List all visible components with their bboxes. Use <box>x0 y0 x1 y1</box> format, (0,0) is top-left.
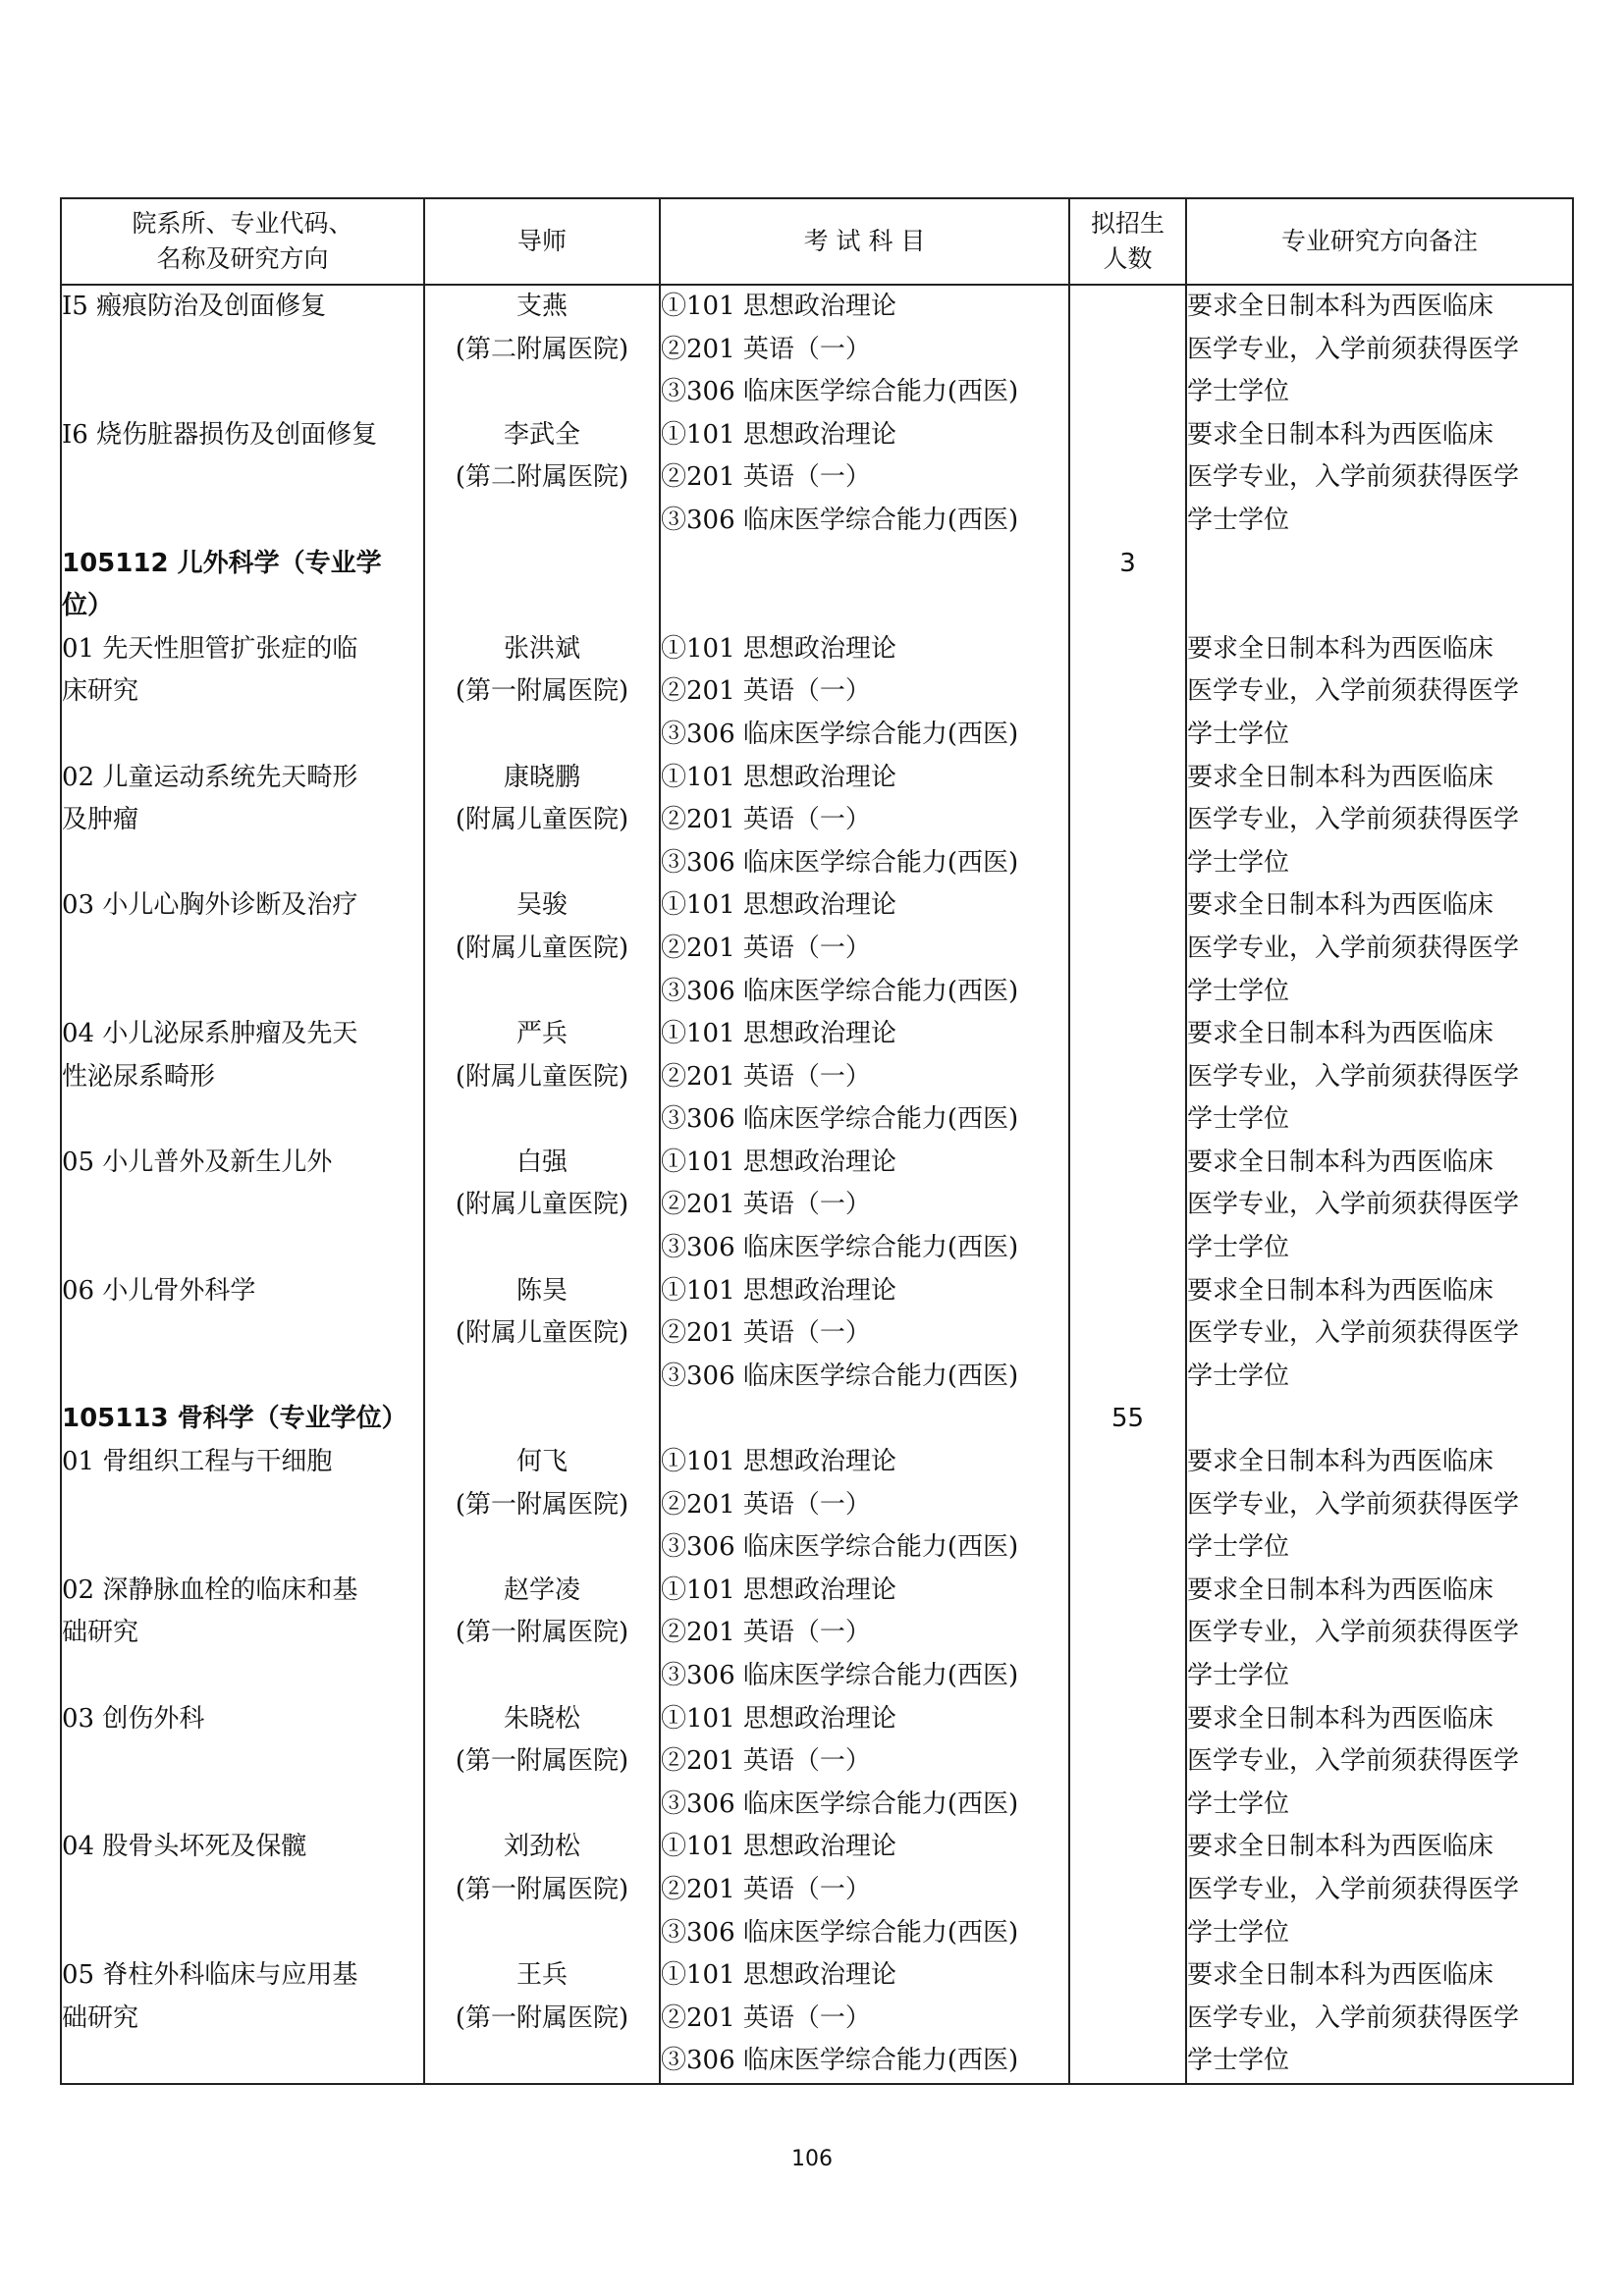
advisor-hospital: (附属儿童医院) <box>455 805 629 835</box>
requirement-note: 学士学位 <box>1187 719 1290 749</box>
direction-row <box>61 1570 1573 1698</box>
subjects-cell <box>660 543 1069 628</box>
exam-subject: ③306 临床医学综合能力(西医) <box>661 377 1019 407</box>
direction-name: 础研究 <box>62 1618 139 1648</box>
direction-name: I6 烧伤脏器损伤及创面修复 <box>62 419 378 450</box>
header-subjects: 考 试 科 目 <box>660 198 1069 285</box>
exam-subject: ①101 思想政治理论 <box>661 292 896 321</box>
header-department <box>61 198 424 285</box>
advisor-cell <box>424 1954 660 2084</box>
header-department-line: 名称及研究方向 <box>156 244 329 273</box>
subjects-cell <box>660 757 1069 885</box>
direction-row <box>61 884 1573 1013</box>
exam-subject: ②201 英语（一） <box>661 1190 871 1220</box>
requirement-note: 学士学位 <box>1187 1233 1290 1263</box>
advisor-hospital: (附属儿童医院) <box>455 1190 629 1220</box>
direction-name-cell <box>61 1698 424 1827</box>
requirement-note: 医学专业，入学前须获得医学 <box>1187 933 1520 963</box>
note-cell <box>1186 1698 1573 1827</box>
requirement-note: 学士学位 <box>1187 1104 1290 1135</box>
quota-cell <box>1069 1698 1186 1827</box>
table-header <box>61 198 1573 285</box>
exam-subject: ③306 临床医学综合能力(西医) <box>661 1361 1019 1391</box>
direction-row <box>61 1270 1573 1399</box>
requirement-note: 要求全日制本科为西医临床 <box>1187 1019 1494 1049</box>
direction-name: 06 小儿骨外科学 <box>62 1275 256 1306</box>
advisor-cell <box>424 757 660 885</box>
header-notes: 专业研究方向备注 <box>1186 198 1573 285</box>
exam-subject: ②201 英语（一） <box>661 1489 871 1520</box>
advisor-hospital: (第二附属医院) <box>455 462 629 493</box>
exam-subject: ②201 英语（一） <box>661 2002 871 2033</box>
exam-subject: ③306 临床医学综合能力(西医) <box>661 1532 1019 1563</box>
requirement-note: 医学专业，入学前须获得医学 <box>1187 2002 1520 2033</box>
exam-subject: ③306 临床医学综合能力(西医) <box>661 1917 1019 1948</box>
advisor-cell <box>424 1013 660 1142</box>
requirement-note: 要求全日制本科为西医临床 <box>1187 1960 1494 1991</box>
requirement-note: 医学专业，入学前须获得医学 <box>1187 1489 1520 1520</box>
exam-subject: ③306 临床医学综合能力(西医) <box>661 2046 1019 2076</box>
advisor-hospital: (第二附属医院) <box>455 334 629 364</box>
major-name: 105112 儿外科学（专业学 <box>62 548 382 578</box>
quota-cell <box>1069 1398 1186 1441</box>
advisor-name: 支燕 <box>515 292 568 321</box>
requirement-note: 要求全日制本科为西医临床 <box>1187 1703 1494 1734</box>
requirement-note: 学士学位 <box>1187 1789 1290 1819</box>
advisor-hospital: (附属儿童医院) <box>455 1318 629 1349</box>
page-number: 106 <box>791 2147 833 2171</box>
direction-name: 02 深静脉血栓的临床和基 <box>62 1575 358 1605</box>
exam-subject: ①101 思想政治理论 <box>661 890 896 921</box>
major-row <box>61 1398 1573 1441</box>
direction-row <box>61 1698 1573 1827</box>
quota-cell <box>1069 285 1186 414</box>
advisor-name: 何飞 <box>515 1447 568 1477</box>
advisor-name: 白强 <box>515 1147 568 1177</box>
direction-name: 05 小儿普外及新生儿外 <box>62 1147 333 1177</box>
header-department-line: 院系所、专业代码、 <box>132 209 353 238</box>
direction-name: 床研究 <box>62 676 139 707</box>
note-cell <box>1186 1441 1573 1570</box>
enrollment-table <box>60 197 1574 2085</box>
exam-subject: ②201 英语（一） <box>661 334 871 364</box>
direction-name-cell <box>61 1441 424 1570</box>
advisor-name: 王兵 <box>515 1960 568 1991</box>
exam-subject: ③306 临床医学综合能力(西医) <box>661 976 1019 1006</box>
major-name: 105113 骨科学（专业学位） <box>62 1404 407 1434</box>
exam-subject: ①101 思想政治理论 <box>661 1447 896 1477</box>
requirement-note: 要求全日制本科为西医临床 <box>1187 1275 1494 1306</box>
subjects-cell <box>660 1826 1069 1954</box>
advisor-cell <box>424 543 660 628</box>
direction-name-cell <box>61 757 424 885</box>
exam-subject: ①101 思想政治理论 <box>661 1703 896 1734</box>
requirement-note: 学士学位 <box>1187 1532 1290 1563</box>
advisor-cell <box>424 1441 660 1570</box>
note-cell <box>1186 1013 1573 1142</box>
direction-name: 03 小儿心胸外诊断及治疗 <box>62 890 358 921</box>
quota-number: 55 <box>1110 1404 1145 1434</box>
direction-name: 02 儿童运动系统先天畸形 <box>62 762 358 792</box>
exam-subject: ②201 英语（一） <box>661 1746 871 1777</box>
subjects-cell <box>660 1441 1069 1570</box>
subjects-cell <box>660 1398 1069 1441</box>
exam-subject: ①101 思想政治理论 <box>661 419 896 450</box>
advisor-hospital: (附属儿童医院) <box>455 1061 629 1092</box>
exam-subject: ①101 思想政治理论 <box>661 1832 896 1862</box>
direction-row <box>61 285 1573 414</box>
direction-name-cell <box>61 1826 424 1954</box>
quota-cell <box>1069 414 1186 543</box>
direction-name-cell <box>61 628 424 757</box>
header-quota-line: 拟招生 <box>1090 209 1164 238</box>
advisor-name: 陈昊 <box>515 1275 568 1306</box>
direction-name: 01 骨组织工程与干细胞 <box>62 1447 333 1477</box>
quota-cell <box>1069 1270 1186 1399</box>
quota-cell <box>1069 543 1186 628</box>
advisor-cell <box>424 1698 660 1827</box>
requirement-note: 要求全日制本科为西医临床 <box>1187 1147 1494 1177</box>
subjects-cell <box>660 628 1069 757</box>
exam-subject: ①101 思想政治理论 <box>661 1147 896 1177</box>
direction-row <box>61 1013 1573 1142</box>
major-row <box>61 543 1573 628</box>
requirement-note: 要求全日制本科为西医临床 <box>1187 1832 1494 1862</box>
exam-subject: ③306 临床医学综合能力(西医) <box>661 847 1019 878</box>
requirement-note: 要求全日制本科为西医临床 <box>1187 890 1494 921</box>
requirement-note: 要求全日制本科为西医临床 <box>1187 292 1494 321</box>
direction-row <box>61 1142 1573 1270</box>
advisor-cell <box>424 628 660 757</box>
note-cell <box>1186 1954 1573 2084</box>
requirement-note: 医学专业，入学前须获得医学 <box>1187 1061 1520 1092</box>
advisor-cell <box>424 1142 660 1270</box>
direction-name: 05 脊柱外科临床与应用基 <box>62 1960 358 1991</box>
requirement-note: 医学专业，入学前须获得医学 <box>1187 462 1520 493</box>
requirement-note: 学士学位 <box>1187 1917 1290 1948</box>
quota-cell <box>1069 757 1186 885</box>
exam-subject: ③306 临床医学综合能力(西医) <box>661 719 1019 749</box>
exam-subject: ②201 英语（一） <box>661 462 871 493</box>
exam-subject: ②201 英语（一） <box>661 805 871 835</box>
direction-row <box>61 628 1573 757</box>
direction-name-cell <box>61 414 424 543</box>
requirement-note: 医学专业，入学前须获得医学 <box>1187 1746 1520 1777</box>
advisor-name: 吴骏 <box>515 890 568 921</box>
exam-subject: ①101 思想政治理论 <box>661 1275 896 1306</box>
exam-subject: ①101 思想政治理论 <box>661 1575 896 1605</box>
subjects-cell <box>660 1142 1069 1270</box>
note-cell <box>1186 1270 1573 1399</box>
major-name-cell <box>61 543 424 628</box>
quota-cell <box>1069 884 1186 1013</box>
direction-name-cell <box>61 1954 424 2084</box>
exam-subject: ②201 英语（一） <box>661 1318 871 1349</box>
advisor-name: 严兵 <box>515 1019 568 1049</box>
requirement-note: 学士学位 <box>1187 377 1290 407</box>
requirement-note: 学士学位 <box>1187 1661 1290 1690</box>
advisor-name: 刘劲松 <box>503 1832 580 1862</box>
direction-name-cell <box>61 1570 424 1698</box>
direction-row <box>61 414 1573 543</box>
direction-name: 性泌尿系畸形 <box>62 1061 216 1092</box>
requirement-note: 医学专业，入学前须获得医学 <box>1187 1618 1520 1648</box>
note-cell <box>1186 543 1573 628</box>
requirement-note: 要求全日制本科为西医临床 <box>1187 419 1494 450</box>
exam-subject: ①101 思想政治理论 <box>661 762 896 792</box>
direction-row <box>61 1954 1573 2084</box>
advisor-name: 康晓鹏 <box>503 762 580 792</box>
direction-name: 01 先天性胆管扩张症的临 <box>62 633 358 664</box>
header-quota <box>1069 198 1186 285</box>
requirement-note: 要求全日制本科为西医临床 <box>1187 1575 1494 1605</box>
subjects-cell <box>660 1570 1069 1698</box>
quota-cell <box>1069 1570 1186 1698</box>
advisor-hospital: (第一附属医院) <box>455 1746 629 1777</box>
header-quota-line: 人数 <box>1103 244 1153 273</box>
note-cell <box>1186 1398 1573 1441</box>
direction-name-cell <box>61 1270 424 1399</box>
exam-subject: ①101 思想政治理论 <box>661 633 896 664</box>
note-cell <box>1186 884 1573 1013</box>
exam-subject: ③306 临床医学综合能力(西医) <box>661 1661 1019 1690</box>
major-name-cell <box>61 1398 424 1441</box>
advisor-hospital: (第一附属医院) <box>455 2002 629 2033</box>
note-cell <box>1186 1826 1573 1954</box>
quota-cell <box>1069 628 1186 757</box>
exam-subject: ③306 临床医学综合能力(西医) <box>661 505 1019 535</box>
requirement-note: 医学专业，入学前须获得医学 <box>1187 1318 1520 1349</box>
quota-cell <box>1069 1142 1186 1270</box>
exam-subject: ②201 英语（一） <box>661 676 871 707</box>
requirement-note: 学士学位 <box>1187 1361 1290 1391</box>
exam-subject: ②201 英语（一） <box>661 1874 871 1904</box>
advisor-cell <box>424 285 660 414</box>
note-cell <box>1186 285 1573 414</box>
exam-subject: ③306 临床医学综合能力(西医) <box>661 1104 1019 1135</box>
direction-name-cell <box>61 285 424 414</box>
subjects-cell <box>660 1270 1069 1399</box>
advisor-name: 朱晓松 <box>503 1703 580 1734</box>
direction-name: 04 股骨头坏死及保髋 <box>62 1832 307 1862</box>
requirement-note: 医学专业，入学前须获得医学 <box>1187 334 1520 364</box>
advisor-cell <box>424 1398 660 1441</box>
exam-subject: ②201 英语（一） <box>661 933 871 963</box>
direction-name: 及肿瘤 <box>62 805 139 835</box>
exam-subject: ③306 临床医学综合能力(西医) <box>661 1789 1019 1819</box>
requirement-note: 医学专业，入学前须获得医学 <box>1187 1190 1520 1220</box>
quota-cell <box>1069 1013 1186 1142</box>
advisor-hospital: (附属儿童医院) <box>455 933 629 963</box>
advisor-cell <box>424 1270 660 1399</box>
advisor-hospital: (第一附属医院) <box>455 1618 629 1648</box>
requirement-note: 医学专业，入学前须获得医学 <box>1187 805 1520 835</box>
advisor-name: 张洪斌 <box>503 633 580 664</box>
direction-row <box>61 757 1573 885</box>
advisor-cell <box>424 1570 660 1698</box>
exam-subject: ①101 思想政治理论 <box>661 1960 896 1991</box>
direction-name-cell <box>61 884 424 1013</box>
quota-cell <box>1069 1441 1186 1570</box>
direction-row <box>61 1441 1573 1570</box>
advisor-hospital: (第一附属医院) <box>455 1874 629 1904</box>
note-cell <box>1186 414 1573 543</box>
requirement-note: 要求全日制本科为西医临床 <box>1187 1447 1494 1477</box>
advisor-cell <box>424 414 660 543</box>
direction-name: 03 创伤外科 <box>62 1703 205 1734</box>
subjects-cell <box>660 1954 1069 2084</box>
requirement-note: 医学专业，入学前须获得医学 <box>1187 1874 1520 1904</box>
advisor-hospital: (第一附属医院) <box>455 1489 629 1520</box>
advisor-cell <box>424 884 660 1013</box>
requirement-note: 要求全日制本科为西医临床 <box>1187 633 1494 664</box>
direction-name: 04 小儿泌尿系肿瘤及先天 <box>62 1019 358 1049</box>
requirement-note: 学士学位 <box>1187 505 1290 535</box>
table-body <box>61 285 1573 2084</box>
direction-name-cell <box>61 1142 424 1270</box>
requirement-note: 学士学位 <box>1187 847 1290 878</box>
subjects-cell <box>660 414 1069 543</box>
note-cell <box>1186 628 1573 757</box>
exam-subject: ②201 英语（一） <box>661 1618 871 1648</box>
quota-cell <box>1069 1826 1186 1954</box>
exam-subject: ②201 英语（一） <box>661 1061 871 1092</box>
advisor-name: 赵学凌 <box>503 1575 580 1605</box>
subjects-cell <box>660 1698 1069 1827</box>
direction-name: 础研究 <box>62 2002 139 2033</box>
subjects-cell <box>660 285 1069 414</box>
advisor-name: 李武全 <box>503 419 580 450</box>
note-cell <box>1186 757 1573 885</box>
subjects-cell <box>660 884 1069 1013</box>
exam-subject: ①101 思想政治理论 <box>661 1019 896 1049</box>
exam-subject: ③306 临床医学综合能力(西医) <box>661 1233 1019 1263</box>
requirement-note: 学士学位 <box>1187 2046 1290 2076</box>
header-advisor: 导师 <box>424 198 660 285</box>
direction-row <box>61 1826 1573 1954</box>
requirement-note: 学士学位 <box>1187 976 1290 1006</box>
advisor-hospital: (第一附属医院) <box>455 676 629 707</box>
requirement-note: 医学专业，入学前须获得医学 <box>1187 676 1520 707</box>
direction-name: I5 瘢痕防治及创面修复 <box>62 292 327 321</box>
note-cell <box>1186 1142 1573 1270</box>
direction-name-cell <box>61 1013 424 1142</box>
subjects-cell <box>660 1013 1069 1142</box>
requirement-note: 要求全日制本科为西医临床 <box>1187 762 1494 792</box>
note-cell <box>1186 1570 1573 1698</box>
major-name: 位） <box>62 591 114 621</box>
advisor-cell <box>424 1826 660 1954</box>
quota-number: 3 <box>1119 548 1136 578</box>
quota-cell <box>1069 1954 1186 2084</box>
